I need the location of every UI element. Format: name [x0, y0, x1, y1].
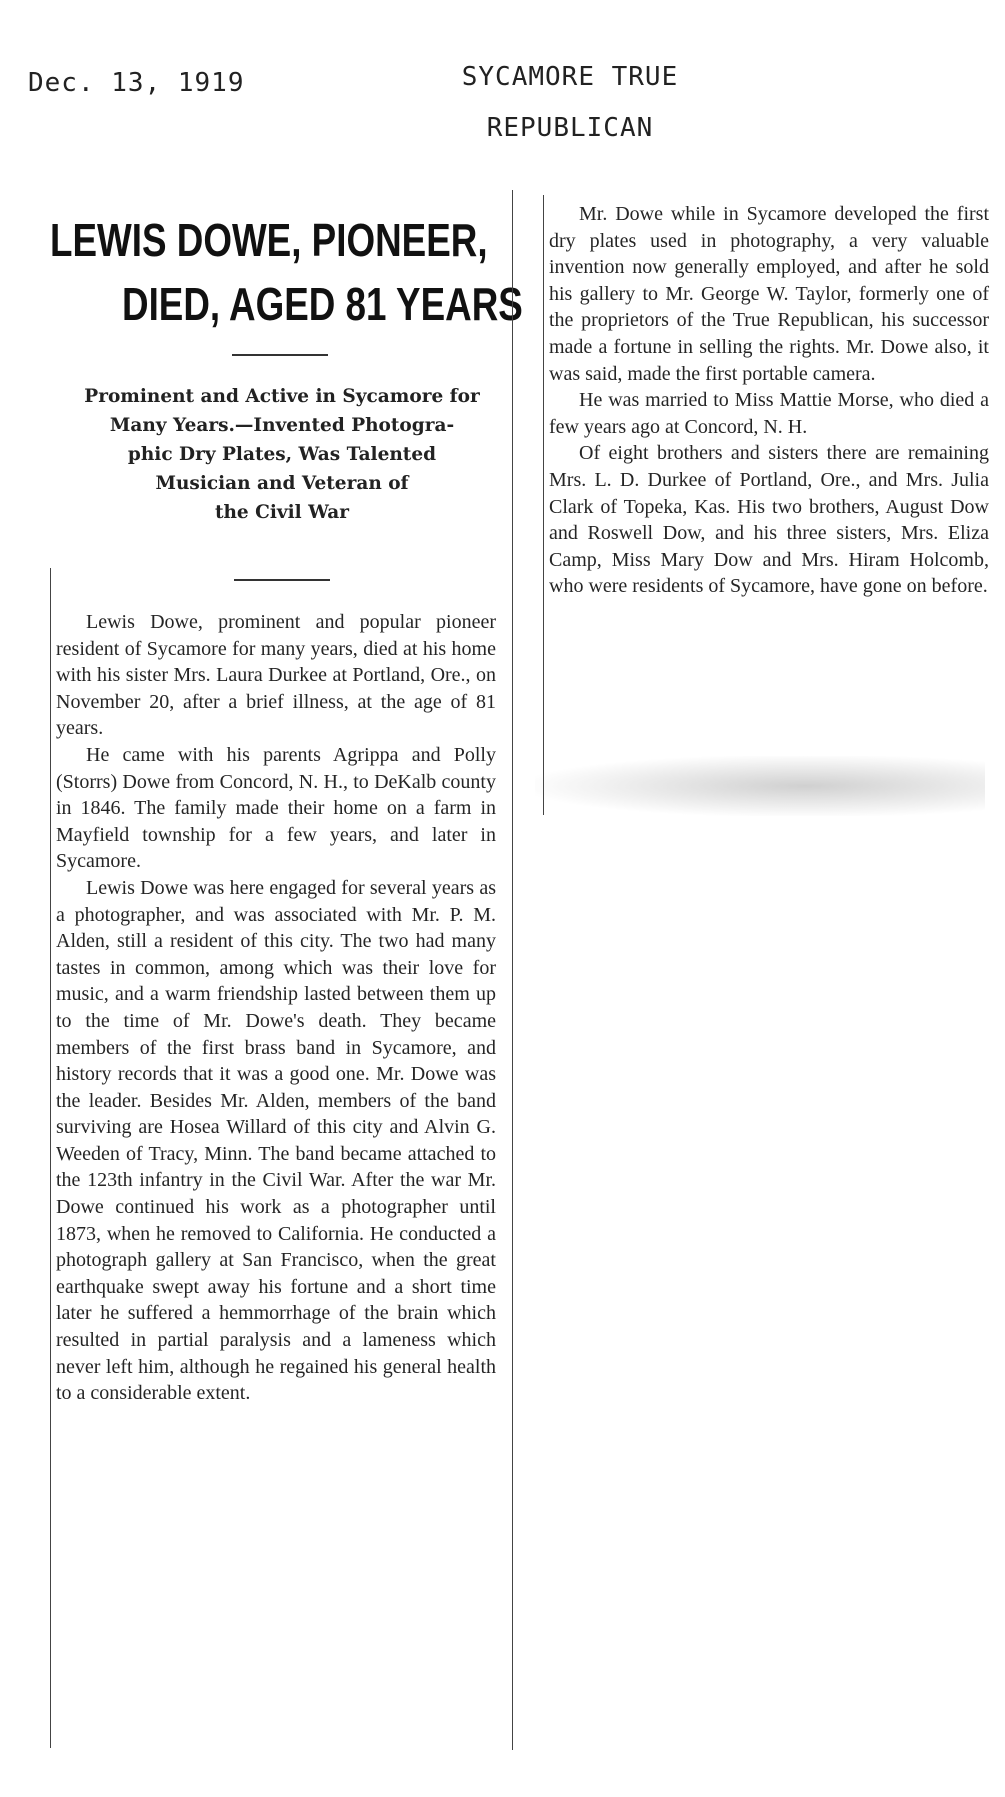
headline-divider — [232, 354, 328, 356]
subhead-line: the Civil War — [214, 502, 350, 523]
left-column-left-border — [50, 568, 51, 1748]
body-paragraph: Of eight brothers and sisters there are remaining Mrs. L. D. Durkee of Portland, Ore., and Mrs. Julia Clark of Topeka, Kas. His two brothers, August Dow and Roswell Dow, and his three sisters, Mrs. Eliza Camp, Miss Mary Dow and Mrs. Hiram Holcomb, who were residents of Sycamore, have gone on before. — [549, 442, 989, 598]
headline-line2: DIED, AGED 81 YEARS — [122, 278, 523, 330]
left-column-text — [56, 609, 496, 1407]
body-paragraph: Lewis Dowe was here engaged for several years as a photographer, and was associated with Mr. P. M. Alden, still a resident of this city. The two had many tastes in common, among which was their love for music, and a warm friendship lasted between them up to the time of Mr. Dowe's death. They became members of the first brass band in Sycamore, and history records that it was a good one. Mr. Dowe was the leader. Besides Mr. Alden, members of the band surviving are Hosea Willard of this city and Alvin G. Weeden of Tracy, Minn. The band became attached to the 123th infantry in the Civil War. After the war Mr. Dowe continued his work as a photographer until 1873, when he removed to California. He conducted a photograph gallery at San Francisco, when the great earthquake swept away his fortune and a short time later he suffered a hemmorrhage of the brain which resulted in partial paralysis and a lameness which never left him, although he regained his general health to a considerable extent. — [56, 876, 496, 1405]
body-paragraph: Lewis Dowe, prominent and popular pioneer resident of Sycamore for many years, died at his home with his sister Mrs. Laura Durkee at Portland, Ore., on November 20, after a brief illness, at the age of 81 years. — [56, 611, 496, 740]
body-paragraph: Mr. Dowe while in Sycamore developed the first dry plates used in photography, a very valuable invention now generally employed, and after he sold his gallery to Mr. George W. Taylor, formerly one of the proprietors of the True Republican, his successor made a fortune in selling the rights. Mr. Dowe also, it was said, made the first portable camera. — [549, 203, 989, 385]
subhead-line: Musician and Veteran of — [155, 473, 409, 494]
newspaper-name — [420, 52, 720, 154]
right-column-text — [549, 201, 989, 600]
subhead-line: phic Dry Plates, Was Talented — [127, 444, 437, 465]
print-smudge — [535, 756, 985, 816]
article-headline — [50, 208, 530, 336]
subhead-divider — [234, 579, 330, 581]
subhead-line: Many Years.—Invented Photogra- — [109, 415, 455, 436]
newspaper-name-line2: REPUBLICAN — [486, 113, 654, 143]
newspaper-name-line1: SYCAMORE TRUE — [461, 62, 679, 92]
right-column-left-border — [543, 195, 544, 815]
article-subhead — [52, 382, 512, 527]
headline-line1: LEWIS DOWE, PIONEER, — [50, 214, 488, 266]
body-paragraph: He was married to Miss Mattie Morse, who died a few years ago at Concord, N. H. — [549, 389, 989, 438]
clipping-date: Dec. 13, 1919 — [28, 68, 245, 98]
subhead-line: Prominent and Active in Sycamore for — [84, 386, 480, 407]
body-paragraph: He came with his parents Agrippa and Polly (Storrs) Dowe from Concord, N. H., to DeKalb county in 1846. The family made their home on a farm in Mayfield township for a few years, and later in Sycamore. — [56, 743, 496, 873]
column-separator — [512, 190, 513, 1750]
